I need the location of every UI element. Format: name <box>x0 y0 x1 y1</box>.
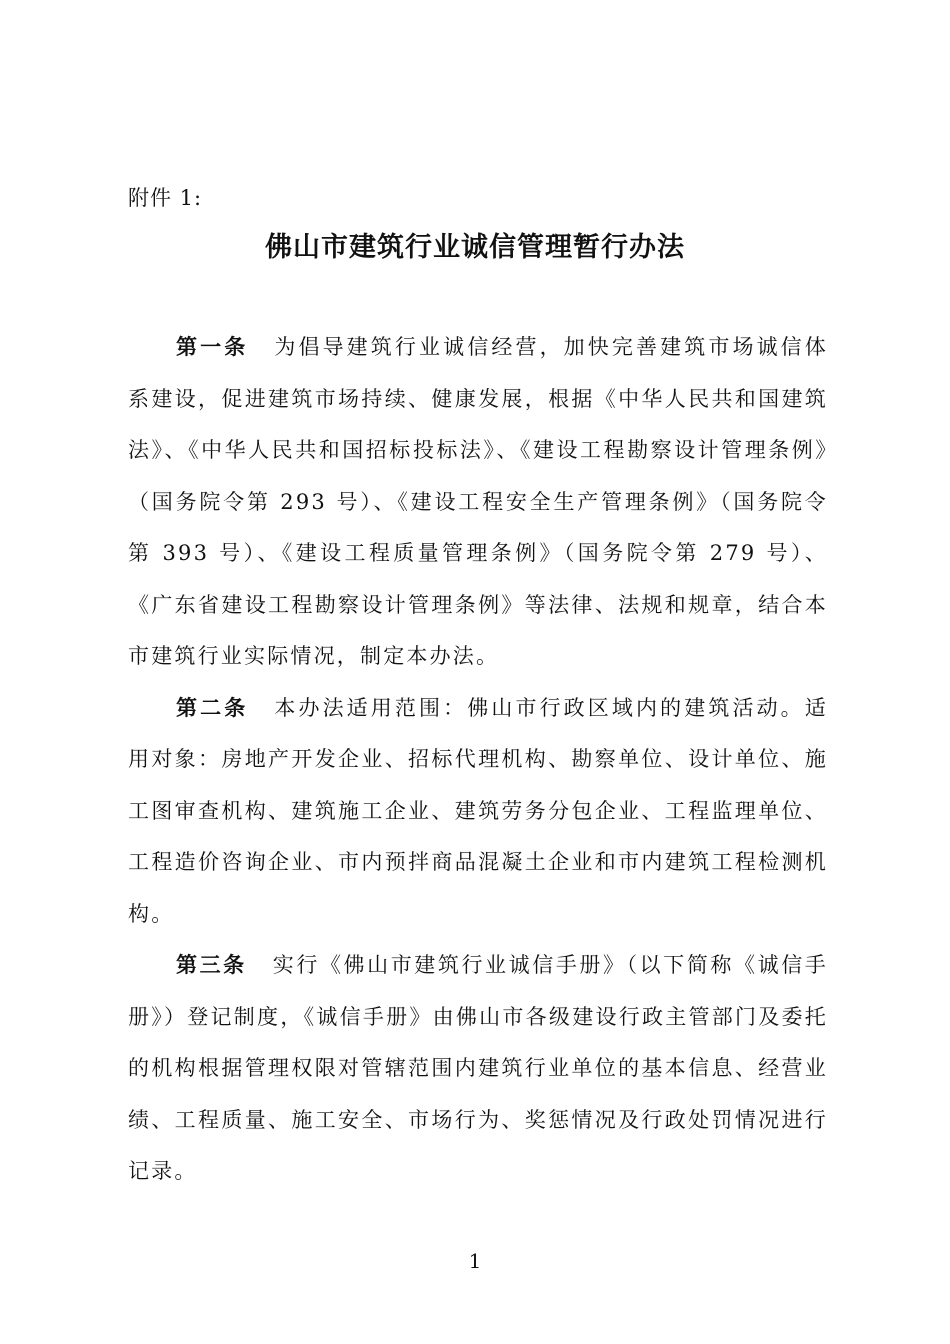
article-number: 第二条 <box>176 695 249 720</box>
article-3 <box>128 940 828 1198</box>
article-number: 第一条 <box>176 335 249 359</box>
article-1 <box>128 322 828 683</box>
attachment-label: 附件 1: <box>128 186 203 210</box>
article-text: 实行《佛山市建筑行业诚信手册》（以下简称《诚信手册》）登记制度，《诚信手册》由佛山市各级建设行政主管部门及委托的机构根据管理权限对管辖范围内建筑行业单位的基本信息、经营业绩、工程质量、施工安全、市场行为、奖惩情况及行政处罚情况进行记录。 <box>128 953 828 1183</box>
article-number: 第三条 <box>176 953 247 977</box>
article-text: 为倡导建筑行业诚信经营，加快完善建筑市场诚信体系建设，促进建筑市场持续、健康发展，根据《中华人民共和国建筑法》、《中华人民共和国招标投标法》、《建设工程勘察设计管理条例》（国务院令第 293 号）、《建设工程安全生产管理条例》（国务院令第 393 号）、《建设工程质量管理条例》（国务院令第 279 号）、《广东省建设工程勘察设计管理条例》等法律、法规和规章，结合本市建筑行业实际情况，制定本办法。 <box>128 335 828 668</box>
document-title: 佛山市建筑行业诚信管理暂行办法 <box>265 232 685 263</box>
article-2 <box>128 683 828 941</box>
article-text: 本办法适用范围：佛山市行政区域内的建筑活动。适用对象：房地产开发企业、招标代理机构、勘察单位、设计单位、施工图审查机构、建筑施工企业、建筑劳务分包企业、工程监理单位、工程造价咨询企业、市内预拌商品混凝土企业和市内建筑工程检测机构。 <box>128 695 828 926</box>
document-body <box>128 322 828 1198</box>
page-number: 1 <box>468 1249 482 1273</box>
